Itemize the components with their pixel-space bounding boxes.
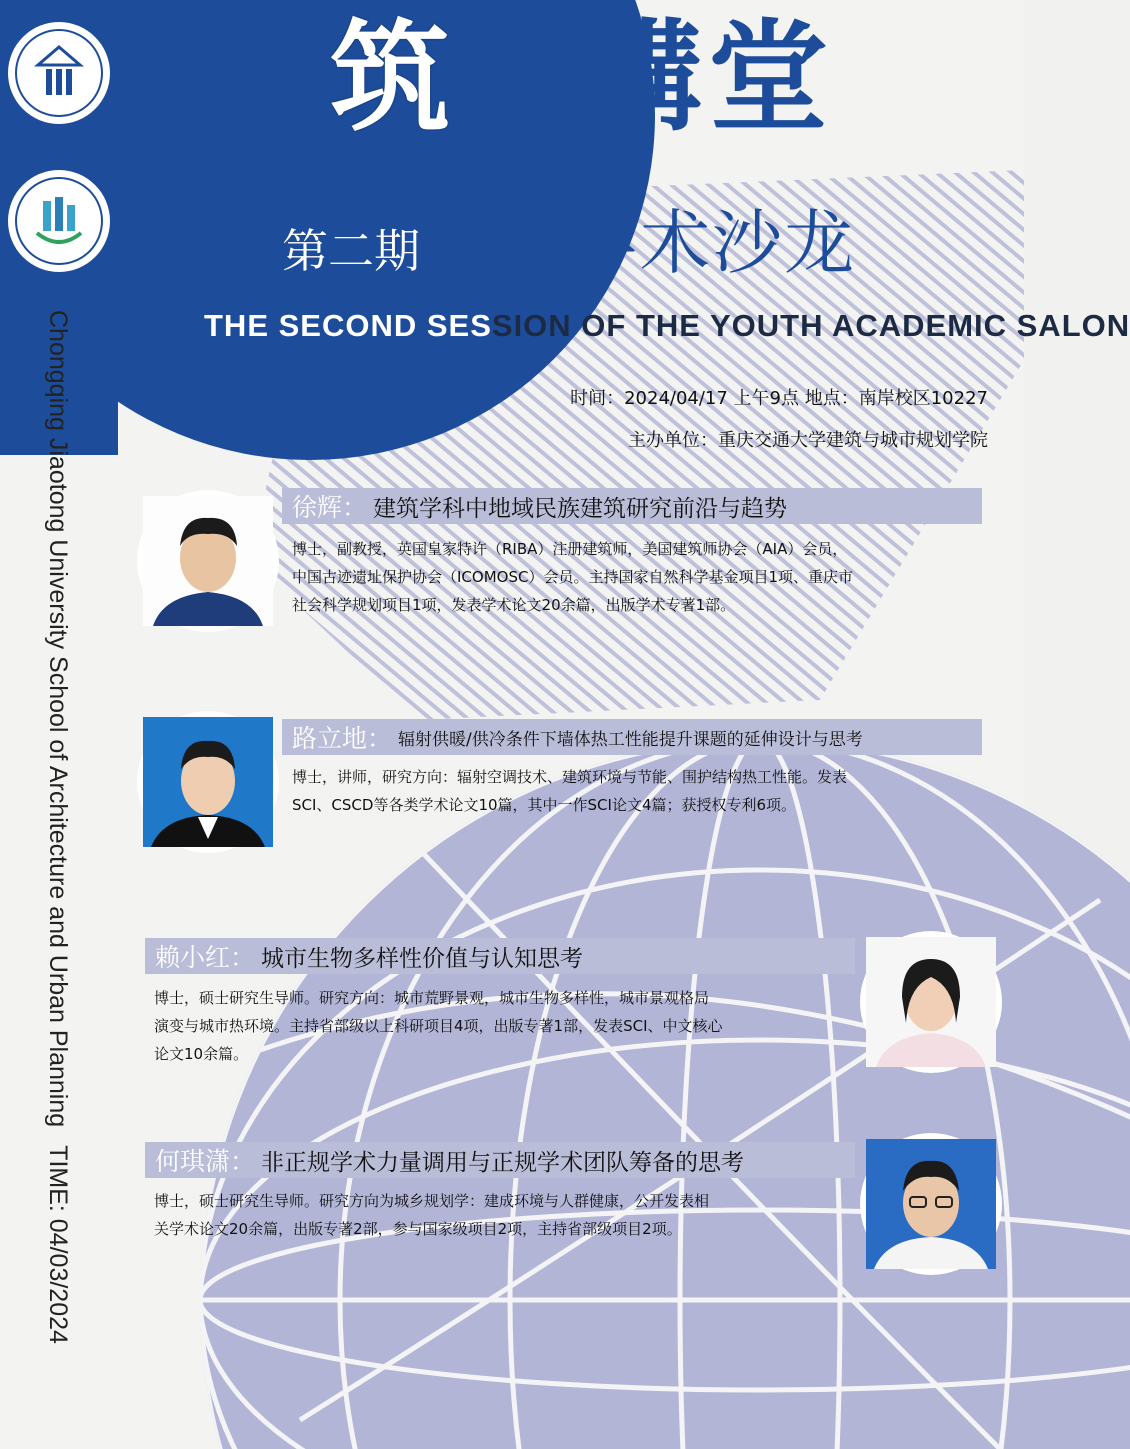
school-english-name: Chongqing Jiaotong University School of Architecture and Urban Planning bbox=[44, 310, 72, 1128]
page-title bbox=[330, 7, 834, 148]
speaker-4-topic: 非正规学术力量调用与正规学术团队筹备的思考 bbox=[261, 1149, 745, 1176]
speaker-2-avatar bbox=[143, 717, 273, 847]
english-title-part2: SION OF THE YOUTH ACADEMIC SALON bbox=[491, 308, 1130, 343]
salon-name: 青年学术沙龙 bbox=[424, 202, 856, 284]
vertical-school-text bbox=[43, 310, 72, 1344]
speaker-2-bio-line-2: SCI、CSCD等各类学术论文10篇，其中一作SCI论文4篇；获授权专利6项。 bbox=[292, 796, 797, 814]
college-logo-icon bbox=[8, 170, 110, 272]
speaker-2-header: 路立地 ： 辐射供暖/供冷条件下墙体热工性能提升课题的延伸设计与思考 bbox=[282, 719, 982, 755]
speaker-3-avatar bbox=[866, 937, 996, 1067]
speaker-1-bio-line-2: 中国古迹遗址保护协会（ICOMOSC）会员。主持国家自然科学基金项目1项、重庆市 bbox=[292, 568, 853, 586]
speaker-4-avatar bbox=[866, 1139, 996, 1269]
speaker-3-bio-line-3: 论文10余篇。 bbox=[154, 1045, 249, 1063]
event-time-place: 时间：2024/04/17 上午9点 地点：南岸校区10227 bbox=[570, 388, 988, 409]
university-logo-icon bbox=[8, 22, 110, 124]
event-organizer: 主办单位：重庆交通大学建筑与城市规划学院 bbox=[628, 430, 988, 451]
speaker-3-bio-line-1: 博士，硕士研究生导师。研究方向：城市荒野景观，城市生物多样性，城市景观格局 bbox=[154, 989, 710, 1007]
speaker-1-bio-line-3: 社会科学规划项目1项，发表学术论文20余篇，出版学术专著1部。 bbox=[292, 596, 736, 614]
english-title-part1: THE SECOND SES bbox=[204, 308, 492, 343]
english-title bbox=[204, 308, 1130, 344]
subtitle bbox=[282, 202, 856, 284]
speaker-4-name: 何琪潇 bbox=[155, 1147, 231, 1176]
speaker-2-name: 路立地 bbox=[292, 724, 368, 753]
speaker-4-header: 何琪潇 ： 非正规学术力量调用与正规学术团队筹备的思考 bbox=[145, 1142, 855, 1178]
speaker-4-bio bbox=[154, 1187, 709, 1243]
speaker-2-bio bbox=[292, 763, 847, 819]
speaker-1-header: 徐辉 ： 建筑学科中地域民族建筑研究前沿与趋势 bbox=[282, 488, 982, 524]
speaker-3-topic: 城市生物多样性价值与认知思考 bbox=[261, 945, 584, 972]
title-first-char: 筑 bbox=[330, 7, 456, 148]
speaker-2-topic: 辐射供暖/供冷条件下墙体热工性能提升课题的延伸设计与思考 bbox=[398, 729, 863, 750]
speaker-1-topic: 建筑学科中地域民族建筑研究前沿与趋势 bbox=[373, 495, 788, 522]
speaker-4-bio-line-2: 关学术论文20余篇，出版专著2部，参与国家级项目2项，主持省部级项目2项。 bbox=[154, 1220, 682, 1238]
speaker-1-name: 徐辉 bbox=[292, 493, 343, 522]
speaker-3-bio-line-2: 演变与城市热环境。主持省部级以上科研项目4项，出版专著1部，发表SCI、中文核心 bbox=[154, 1017, 723, 1035]
speaker-2-bio-line-1: 博士，讲师，研究方向：辐射空调技术、建筑环境与节能、围护结构热工性能。发表 bbox=[292, 768, 848, 786]
speaker-3-name: 赖小红 bbox=[155, 943, 231, 972]
session-label: 第二期 bbox=[282, 224, 420, 278]
title-rest: 雅講堂 bbox=[456, 7, 834, 148]
speaker-4-bio-line-1: 博士，硕士研究生导师。研究方向为城乡规划学：建成环境与人群健康，公开发表相 bbox=[154, 1192, 710, 1210]
speaker-1-avatar bbox=[143, 496, 273, 626]
speaker-3-bio bbox=[154, 984, 723, 1068]
speaker-1-bio-line-1: 博士，副教授，英国皇家特许（RIBA）注册建筑师，美国建筑师协会（AIA）会员， bbox=[292, 540, 848, 558]
vertical-time: TIME: 04/03/2024 bbox=[44, 1145, 72, 1344]
speaker-3-header: 赖小红 ： 城市生物多样性价值与认知思考 bbox=[145, 938, 855, 974]
speaker-1-bio bbox=[292, 535, 853, 619]
